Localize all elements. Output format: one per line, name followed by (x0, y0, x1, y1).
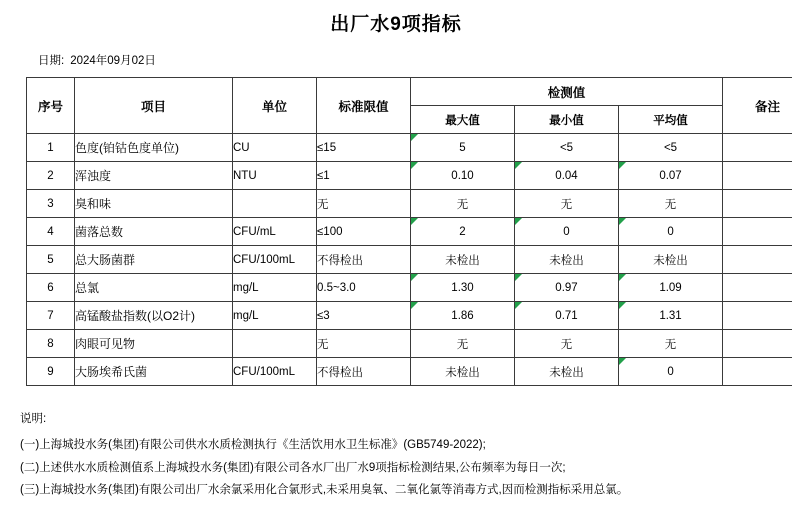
cell-avg: 无 (619, 330, 723, 358)
cell-avg: 1.31 (619, 302, 723, 330)
date-line (38, 52, 792, 68)
cell-item: 臭和味 (75, 190, 233, 218)
note-line-1: (一)上海城投水务(集团)有限公司供水水质检测执行《生活饮用水卫生标准》(GB5749-2022); (20, 439, 486, 452)
cell-item: 色度(铂钴色度单位) (75, 134, 233, 162)
cell-unit: CU (233, 134, 317, 162)
cell-unit: CFU/mL (233, 218, 317, 246)
header-unit: 单位 (233, 78, 317, 134)
cell-limit: ≤3 (317, 302, 411, 330)
cell-avg: 未检出 (619, 246, 723, 274)
cell-remark (723, 246, 792, 274)
cell-item: 浑浊度 (75, 162, 233, 190)
table-row (27, 358, 792, 386)
cell-max: 0.10 (411, 162, 515, 190)
cell-remark (723, 218, 792, 246)
cell-limit: ≤1 (317, 162, 411, 190)
header-remark: 备注 (723, 78, 792, 134)
cell-avg: 0 (619, 218, 723, 246)
header-max: 最大值 (411, 106, 515, 134)
header-item: 项目 (75, 78, 233, 134)
cell-no: 3 (27, 190, 75, 218)
cell-max: 5 (411, 134, 515, 162)
cell-remark (723, 330, 792, 358)
page-title: 出厂水9项指标 (330, 14, 462, 35)
cell-item: 总大肠菌群 (75, 246, 233, 274)
cell-max: 未检出 (411, 358, 515, 386)
notes-title: 说明: (20, 413, 47, 425)
cell-item: 总氯 (75, 274, 233, 302)
cell-max: 2 (411, 218, 515, 246)
cell-remark (723, 134, 792, 162)
cell-limit: 无 (317, 330, 411, 358)
cell-unit: mg/L (233, 302, 317, 330)
cell-max: 无 (411, 330, 515, 358)
cell-unit: mg/L (233, 274, 317, 302)
cell-min: <5 (515, 134, 619, 162)
cell-item: 肉眼可见物 (75, 330, 233, 358)
cell-limit: 不得检出 (317, 358, 411, 386)
table-row (27, 162, 792, 190)
cell-no: 6 (27, 274, 75, 302)
cell-avg: <5 (619, 134, 723, 162)
header-limit: 标准限值 (317, 78, 411, 134)
cell-limit: 无 (317, 190, 411, 218)
header-min: 最小值 (515, 106, 619, 134)
cell-min: 未检出 (515, 358, 619, 386)
cell-no: 5 (27, 246, 75, 274)
cell-avg: 无 (619, 190, 723, 218)
notes-section (20, 408, 792, 502)
cell-limit: ≤15 (317, 134, 411, 162)
cell-avg: 0.07 (619, 162, 723, 190)
table-body (27, 134, 792, 386)
cell-min: 无 (515, 330, 619, 358)
cell-remark (723, 190, 792, 218)
table-row (27, 274, 792, 302)
cell-remark (723, 358, 792, 386)
table-row (27, 134, 792, 162)
cell-remark (723, 302, 792, 330)
table-row (27, 218, 792, 246)
cell-avg: 1.09 (619, 274, 723, 302)
cell-no: 2 (27, 162, 75, 190)
cell-avg: 0 (619, 358, 723, 386)
cell-unit (233, 190, 317, 218)
cell-limit: 0.5~3.0 (317, 274, 411, 302)
cell-item: 高锰酸盐指数(以O2计) (75, 302, 233, 330)
table-row (27, 190, 792, 218)
cell-no: 8 (27, 330, 75, 358)
cell-min: 0.04 (515, 162, 619, 190)
table-row (27, 330, 792, 358)
cell-unit: CFU/100mL (233, 246, 317, 274)
cell-remark (723, 274, 792, 302)
cell-no: 4 (27, 218, 75, 246)
note-line-3: (三)上海城投水务(集团)有限公司出厂水余氯采用化合氯形式,未采用臭氧、二氧化氯等消毒方式,因而检测指标采用总氯。 (20, 484, 629, 497)
cell-unit: NTU (233, 162, 317, 190)
cell-min: 无 (515, 190, 619, 218)
cell-no: 9 (27, 358, 75, 386)
cell-min: 0.97 (515, 274, 619, 302)
cell-max: 1.30 (411, 274, 515, 302)
cell-min: 未检出 (515, 246, 619, 274)
cell-max: 无 (411, 190, 515, 218)
cell-max: 1.86 (411, 302, 515, 330)
cell-unit (233, 330, 317, 358)
indicators-table (26, 77, 792, 386)
date-value: 2024年09月02日 (70, 55, 156, 67)
table-row (27, 302, 792, 330)
cell-item: 大肠埃希氏菌 (75, 358, 233, 386)
header-measured: 检测值 (411, 78, 723, 106)
header-avg: 平均值 (619, 106, 723, 134)
table-row (27, 246, 792, 274)
cell-max: 未检出 (411, 246, 515, 274)
header-no: 序号 (27, 78, 75, 134)
cell-limit: 不得检出 (317, 246, 411, 274)
table-header (27, 78, 792, 134)
cell-min: 0 (515, 218, 619, 246)
cell-min: 0.71 (515, 302, 619, 330)
cell-item: 菌落总数 (75, 218, 233, 246)
cell-no: 7 (27, 302, 75, 330)
cell-no: 1 (27, 134, 75, 162)
cell-limit: ≤100 (317, 218, 411, 246)
table-header-row-1 (27, 78, 792, 106)
cell-remark (723, 162, 792, 190)
note-line-2: (二)上述供水水质检测值系上海城投水务(集团)有限公司各水厂出厂水9项指标检测结果,公布频率为每日一次; (20, 461, 566, 474)
date-label: 日期: (38, 55, 65, 67)
cell-unit: CFU/100mL (233, 358, 317, 386)
